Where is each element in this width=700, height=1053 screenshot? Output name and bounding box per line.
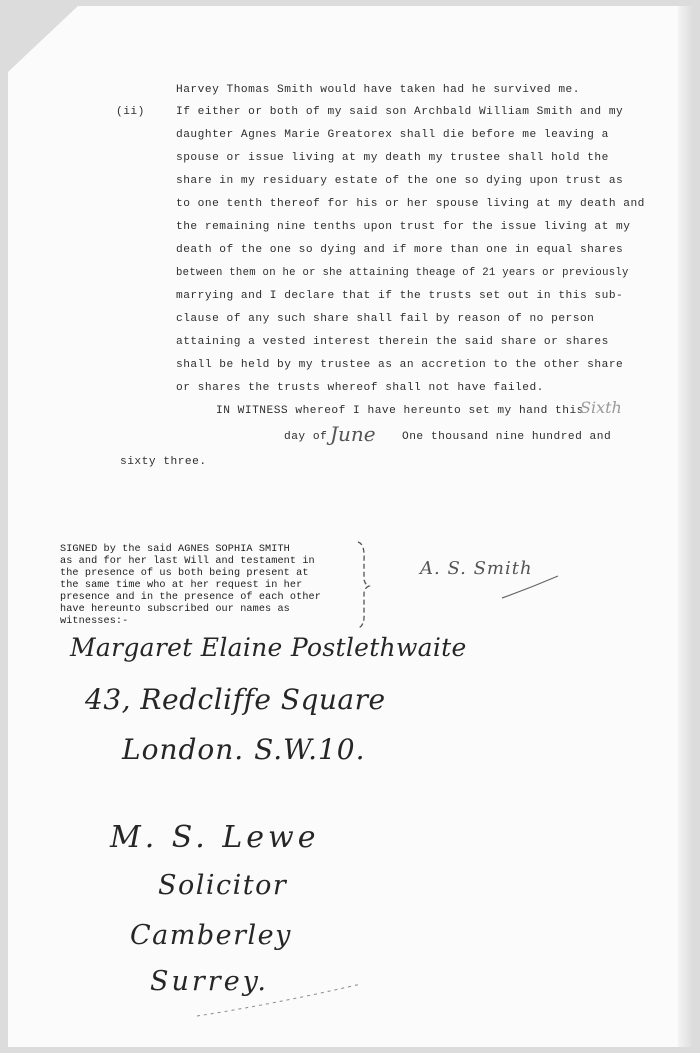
clause-line: the remaining nine tenths upon trust for the issue living at my [176,221,631,233]
attestation-line: have hereunto subscribed our names as [60,604,290,615]
witness1-address2: London. S.W.10. [122,733,366,766]
witness-clause: IN WITNESS whereof I have hereunto set my hand this [216,405,584,417]
testator-signature: A. S. Smith [420,558,533,579]
signature-underline [500,572,560,602]
day-of-label: day of [284,431,328,443]
clause-line: If either or both of my said son Archbald William Smith and my [176,106,624,118]
clause-number: (ii) [116,106,145,118]
year-text-end: sixty three. [120,456,207,468]
clause-line: shall be held by my trustee as an accretion to the other share [176,359,624,371]
witness2-county: Surrey. [150,966,269,997]
attestation-line: presence and in the presence of each other [60,592,321,603]
clause-line: marrying and I declare that if the trusts set out in this sub- [176,290,624,302]
clause-line: Harvey Thomas Smith would have taken had he survived me. [176,84,580,96]
clause-line: death of the one so dying and if more than one in equal shares [176,244,624,256]
attestation-line: witnesses:- [60,616,129,627]
witness2-occupation: Solicitor [158,870,288,901]
attestation-line: the same time who at her request in her [60,580,303,591]
witness2-name: M. S. Lewe [110,820,320,855]
clause-line: or shares the trusts whereof shall not have failed. [176,382,544,394]
attestation-line: the presence of us both being present at [60,568,309,579]
attestation-line: as and for her last Will and testament in [60,556,315,567]
witness2-town: Camberley [130,920,292,951]
clause-line: to one tenth thereof for his or her spouse living at my death and [176,198,645,210]
handwritten-month: June [330,422,376,446]
clause-line: between them on he or she attaining theage of 21 years or previously [176,267,629,279]
witness1-name: Margaret Elaine Postlethwaite [70,633,467,662]
clause-line: daughter Agnes Marie Greatorex shall die before me leaving a [176,129,609,141]
witness1-address1: 43, Redcliffe Square [85,683,386,716]
clause-line: share in my residuary estate of the one so dying upon trust as [176,175,624,187]
year-text: One thousand nine hundred and [402,431,612,443]
attestation-line: SIGNED by the said AGNES SOPHIA SMITH [60,544,290,555]
handwritten-day: Sixth [580,398,622,417]
clause-line: spouse or issue living at my death my trustee shall hold the [176,152,609,164]
clause-line: attaining a vested interest therein the said share or shares [176,336,609,348]
pencil-stroke [195,980,365,1020]
page-edge-shadow [678,6,692,1047]
attestation-brace [355,540,371,630]
clause-line: clause of any such share shall fail by reason of no person [176,313,595,325]
